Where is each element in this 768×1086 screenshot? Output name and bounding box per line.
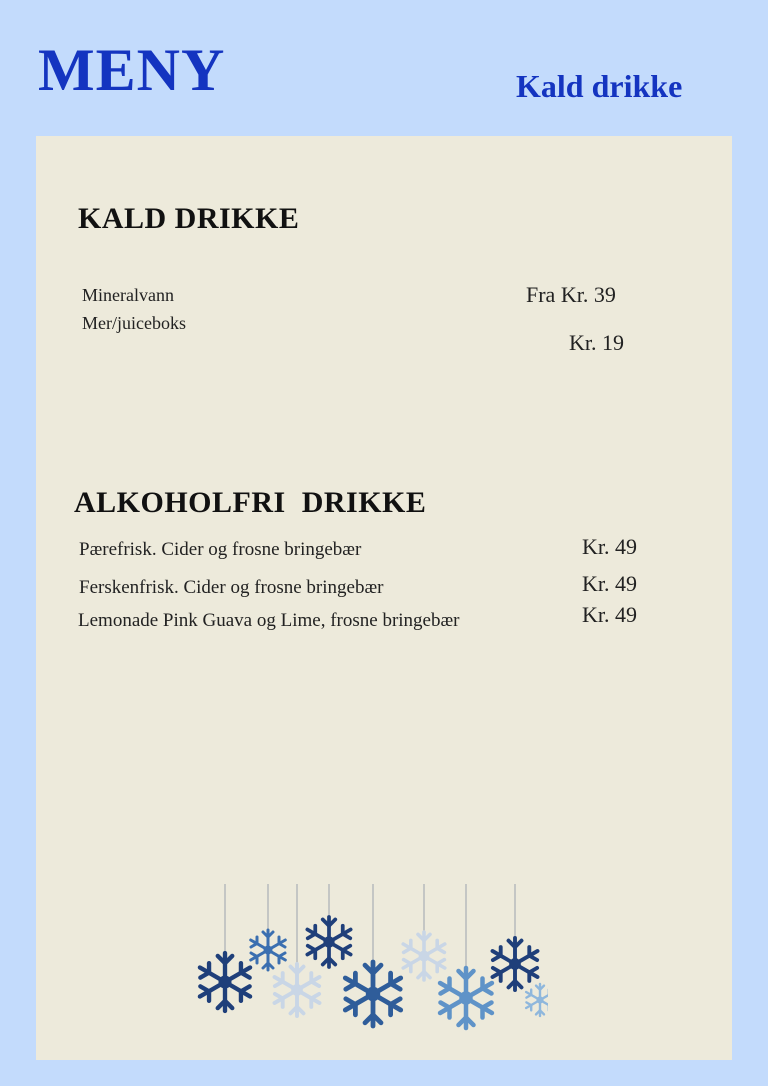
menu-item-name: Mer/juiceboks bbox=[82, 313, 186, 333]
menu-item-price: Kr. 49 bbox=[582, 602, 637, 627]
menu-item-price: Fra Kr. 39 bbox=[526, 282, 616, 307]
menu-item-name: Pærefrisk. Cider og frosne bringebær bbox=[79, 539, 362, 560]
menu-item-name: Mineralvann bbox=[82, 285, 174, 305]
snowflake-garland-icon bbox=[188, 880, 548, 1040]
menu-item-name: Ferskenfrisk. Cider og frosne bringebær bbox=[79, 577, 384, 598]
page-header-subtitle: Kald drikke bbox=[516, 68, 683, 104]
page-header-title: MENY bbox=[38, 37, 226, 103]
section-heading-kald-drikke: KALD DRIKKE bbox=[78, 202, 300, 235]
section-heading-alkoholfri-drikke: ALKOHOLFRI DRIKKE bbox=[74, 486, 427, 519]
menu-item-name: Lemonade Pink Guava og Lime, frosne bringebær bbox=[78, 610, 460, 631]
menu-item-price: Kr. 49 bbox=[582, 534, 637, 559]
menu-item-price: Kr. 49 bbox=[582, 571, 637, 596]
menu-item-price: Kr. 19 bbox=[569, 330, 624, 355]
